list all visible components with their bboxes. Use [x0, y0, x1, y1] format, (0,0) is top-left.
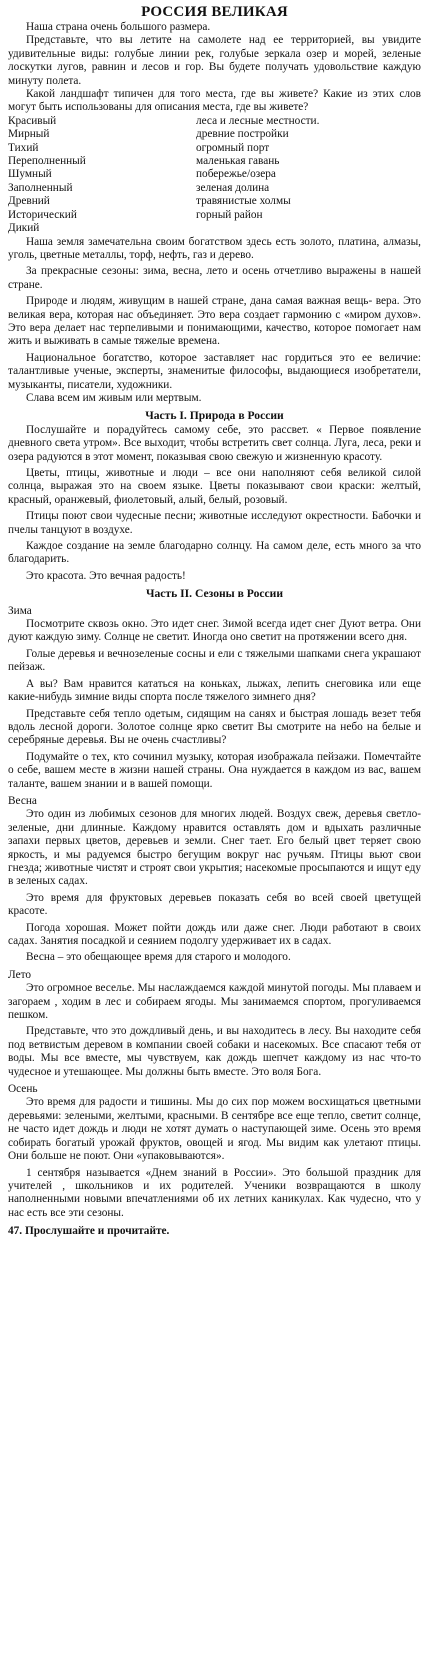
- season-paragraph: Это один из любимых сезонов для многих людей. Воздух свеж, деревья светло-зеленые, дни длинные. Каждому нравится оставлять дом и вдыхать различные запахи первых цветов, деревьев и земли. Снег тает. Его белый цвет теряет свою яркость, и мы радуемся быстро бегущим вокруг нас ручьям. Птицы вьют свои гнезда; животные чистят и строят свои укрытия; насекомые просыпаются и ищут еду в зеленых садах.: [8, 808, 421, 888]
- part-1-heading: Часть I. Природа в России: [145, 409, 284, 423]
- season-paragraph: Погода хорошая. Может пойти дождь или даже снег. Люди работают в своих садах. Занятия посадкой и сеянием подолгу удерживает их в садах.: [8, 921, 421, 947]
- season-paragraph: Посмотрите сквозь окно. Это идет снег. Зимой всегда идет снег Дуют ветра. Они дуют каждую зиму. Солнце не светит. Иногда оно светит на протяжении всего дня.: [8, 618, 421, 644]
- adjective-word: Мирный: [8, 128, 50, 141]
- body-paragraph: Национальное богатство, которое заставляет нас гордиться это ее величие: талантливые ученые, эксперты, знаменитые философы, выдающиеся изобретатели, музыканты, писатели, художники.: [8, 351, 421, 391]
- landscape-phrase: зеленая долина: [196, 181, 270, 194]
- landscape-phrase: древние постройки: [196, 128, 289, 141]
- body-paragraph: Природе и людям, живущим в нашей стране, дана самая важная вещь- вера. Это великая вера, которая нас объединяет. Это вера создает гармонию с «миром духов». Это вера делает нас терпеливыми и понимающими, качество, которое помогает нам жить и выживать в самые тяжелые времена.: [8, 295, 421, 348]
- season-winter: [8, 605, 421, 791]
- season-paragraph: Это огромное веселье. Мы наслаждаемся каждой минутой погоды. Мы плаваем и загораем , ходим в лес и собираем ягоды. Мы занимаемся спортом, прогуливаемся пешком.: [8, 982, 421, 1022]
- landscape-phrase: маленькая гавань: [196, 155, 280, 168]
- intro-section: [8, 21, 421, 115]
- part-1-paragraph: Послушайте и порадуйтесь самому себе, это рассвет. « Первое появление дневного света утром». Все выходит, чтобы встретить свет солнца. Луга, леса, реки и озера радуются в этот момент, показывая свою свежую и жизненную красоту.: [8, 423, 421, 463]
- page-title: РОССИЯ ВЕЛИКАЯ: [141, 4, 288, 20]
- season-title: Зима: [8, 604, 32, 617]
- season-paragraph: А вы? Вам нравится кататься на коньках, лыжах, лепить снеговика или еще какие-нибудь зимние виды спорта после тяжелого зимнего дня?: [8, 677, 421, 704]
- body-paragraph: Наша земля замечательна своим богатством здесь есть золото, платина, алмазы, уголь, цветные металлы, торф, нефть, газ и дерево.: [8, 235, 421, 261]
- adjective-word: Исторический: [8, 208, 77, 221]
- document-page: [8, 4, 421, 1669]
- part-1-section: [8, 424, 421, 583]
- intro-paragraph: Какой ландшафт типичен для того места, где вы живете? Какие из этих слов могут быть использованы для описания места, где вы живете?: [8, 88, 421, 114]
- part-1-paragraph: Птицы поют свои чудесные песни; животные исследуют окрестности. Бабочки и пчелы танцуют в воздухе.: [8, 510, 421, 536]
- adjective-word: Заполненный: [8, 181, 73, 194]
- season-paragraph: Представьте себя тепло одетым, сидящим на санях и быстрая лошадь везет тебя вдоль лесной дороги. Золотое солнце ярко светит Вы смотрите на небо на белые и серебряные деревья. Вы не очень счастливы?: [8, 707, 421, 747]
- part-1-paragraph: Каждое создание на земле благодарно солнцу. На самом деле, есть много за что благодарить.: [8, 540, 421, 566]
- season-title: Весна: [8, 794, 37, 807]
- adjective-word: Тихий: [8, 141, 39, 154]
- part-1-paragraph: Цветы, птицы, животные и люди – все они наполняют себя великой силой солнца, выражая это на своем языке. Цветы показывают свои краски: желтый, красный, оранжевый, фиолетовый, алый, белый, розовый.: [8, 467, 421, 506]
- season-paragraph: Представьте, что это дождливый день, и вы находитесь в лесу. Вы находите себя под ветвистым деревом в компании своей собаки и насекомых. Все спасают тебя от воды. Мы все вместе, мы чувствуем, как дождь шепчет каждому из нас что-то чудесное и утешающее. Мы должны быть вместе. Это воля Бога.: [8, 1025, 421, 1078]
- landscape-phrase: огромный порт: [196, 141, 270, 154]
- adjective-noun-list: [8, 115, 421, 236]
- season-paragraph: Это время для фруктовых деревьев показать себя во всей своей цветущей красоте.: [8, 891, 421, 918]
- season-spring: [8, 795, 421, 965]
- adjective-word: Дикий: [8, 222, 40, 235]
- season-title: Лето: [8, 968, 32, 981]
- part-2-heading: Часть II. Сезоны в России: [145, 587, 284, 601]
- season-paragraph: Подумайте о тех, кто сочинил музыку, которая изображала пейзажи. Помечтайте о себе, вашем месте в жизни нашей страны. Она нуждается в каждом из вас, вашем таланте, вашем знании и в вашей помощи.: [8, 750, 421, 790]
- landscape-phrase: горный район: [196, 208, 263, 221]
- season-paragraph: Голые деревья и вечнозеленые сосны и ели с тяжелыми шапками снега украшают пейзаж.: [8, 647, 421, 674]
- landscape-phrase: травянистые холмы: [196, 195, 291, 208]
- adjective-word: Шумный: [8, 168, 52, 181]
- intro-paragraph: Наша страна очень большого размера.: [26, 21, 211, 33]
- part-1-paragraph: Это красота. Это вечная радость!: [26, 569, 186, 582]
- body-paragraph: За прекрасные сезоны: зима, весна, лето и осень отчетливо выражены в нашей стране.: [8, 265, 421, 291]
- season-paragraph: Весна – это обещающее время для старого и молодого.: [26, 951, 291, 964]
- season-title: Осень: [8, 1083, 38, 1096]
- intro-paragraph: Представьте, что вы летите на самолете над ее территорией, вы увидите удивительные виды: голубые линии рек, голубые зеркала озер и морей, зеленые лоскутки лугов, равнин и лесов и гор. Вы будете получать удовольствие каждую минуту полета.: [8, 34, 421, 87]
- adjective-word: Переполненный: [8, 155, 86, 168]
- season-summer: [8, 969, 421, 1079]
- adjective-word: Красивый: [8, 114, 57, 127]
- adjective-word: Древний: [8, 195, 50, 208]
- exercise-heading: 47. Прослушайте и прочитайте.: [8, 1225, 170, 1238]
- landscape-phrase: побережье/озера: [196, 168, 276, 181]
- season-autumn: [8, 1083, 421, 1220]
- landscape-phrase: леса и лесные местности.: [196, 114, 320, 127]
- season-paragraph: Это время для радости и тишины. Мы до сих пор можем восхищаться цветными деревьями: зелеными, желтыми, красными. В сентябре все еще тепло, светит солнце, не часто идет дождь и люди не хотят думать о наступающей зиме. Осень это время собирать богатый урожай фруктов, овощей и ягод. Мы видим как улетают птицы. Они больше не поют. Они «упаковываются».: [8, 1096, 421, 1163]
- body-section: [8, 236, 421, 406]
- body-paragraph: Слава всем им живым или мертвым.: [26, 391, 202, 404]
- season-paragraph: 1 сентября называется «Днем знаний в России». Это большой праздник для учителей , школьников и их родителей. Ученики возвращаются в школу наполненными новыми впечатлениями об их летних каникулах. Как чудесно, что у нас есть все эти сезоны.: [8, 1166, 421, 1219]
